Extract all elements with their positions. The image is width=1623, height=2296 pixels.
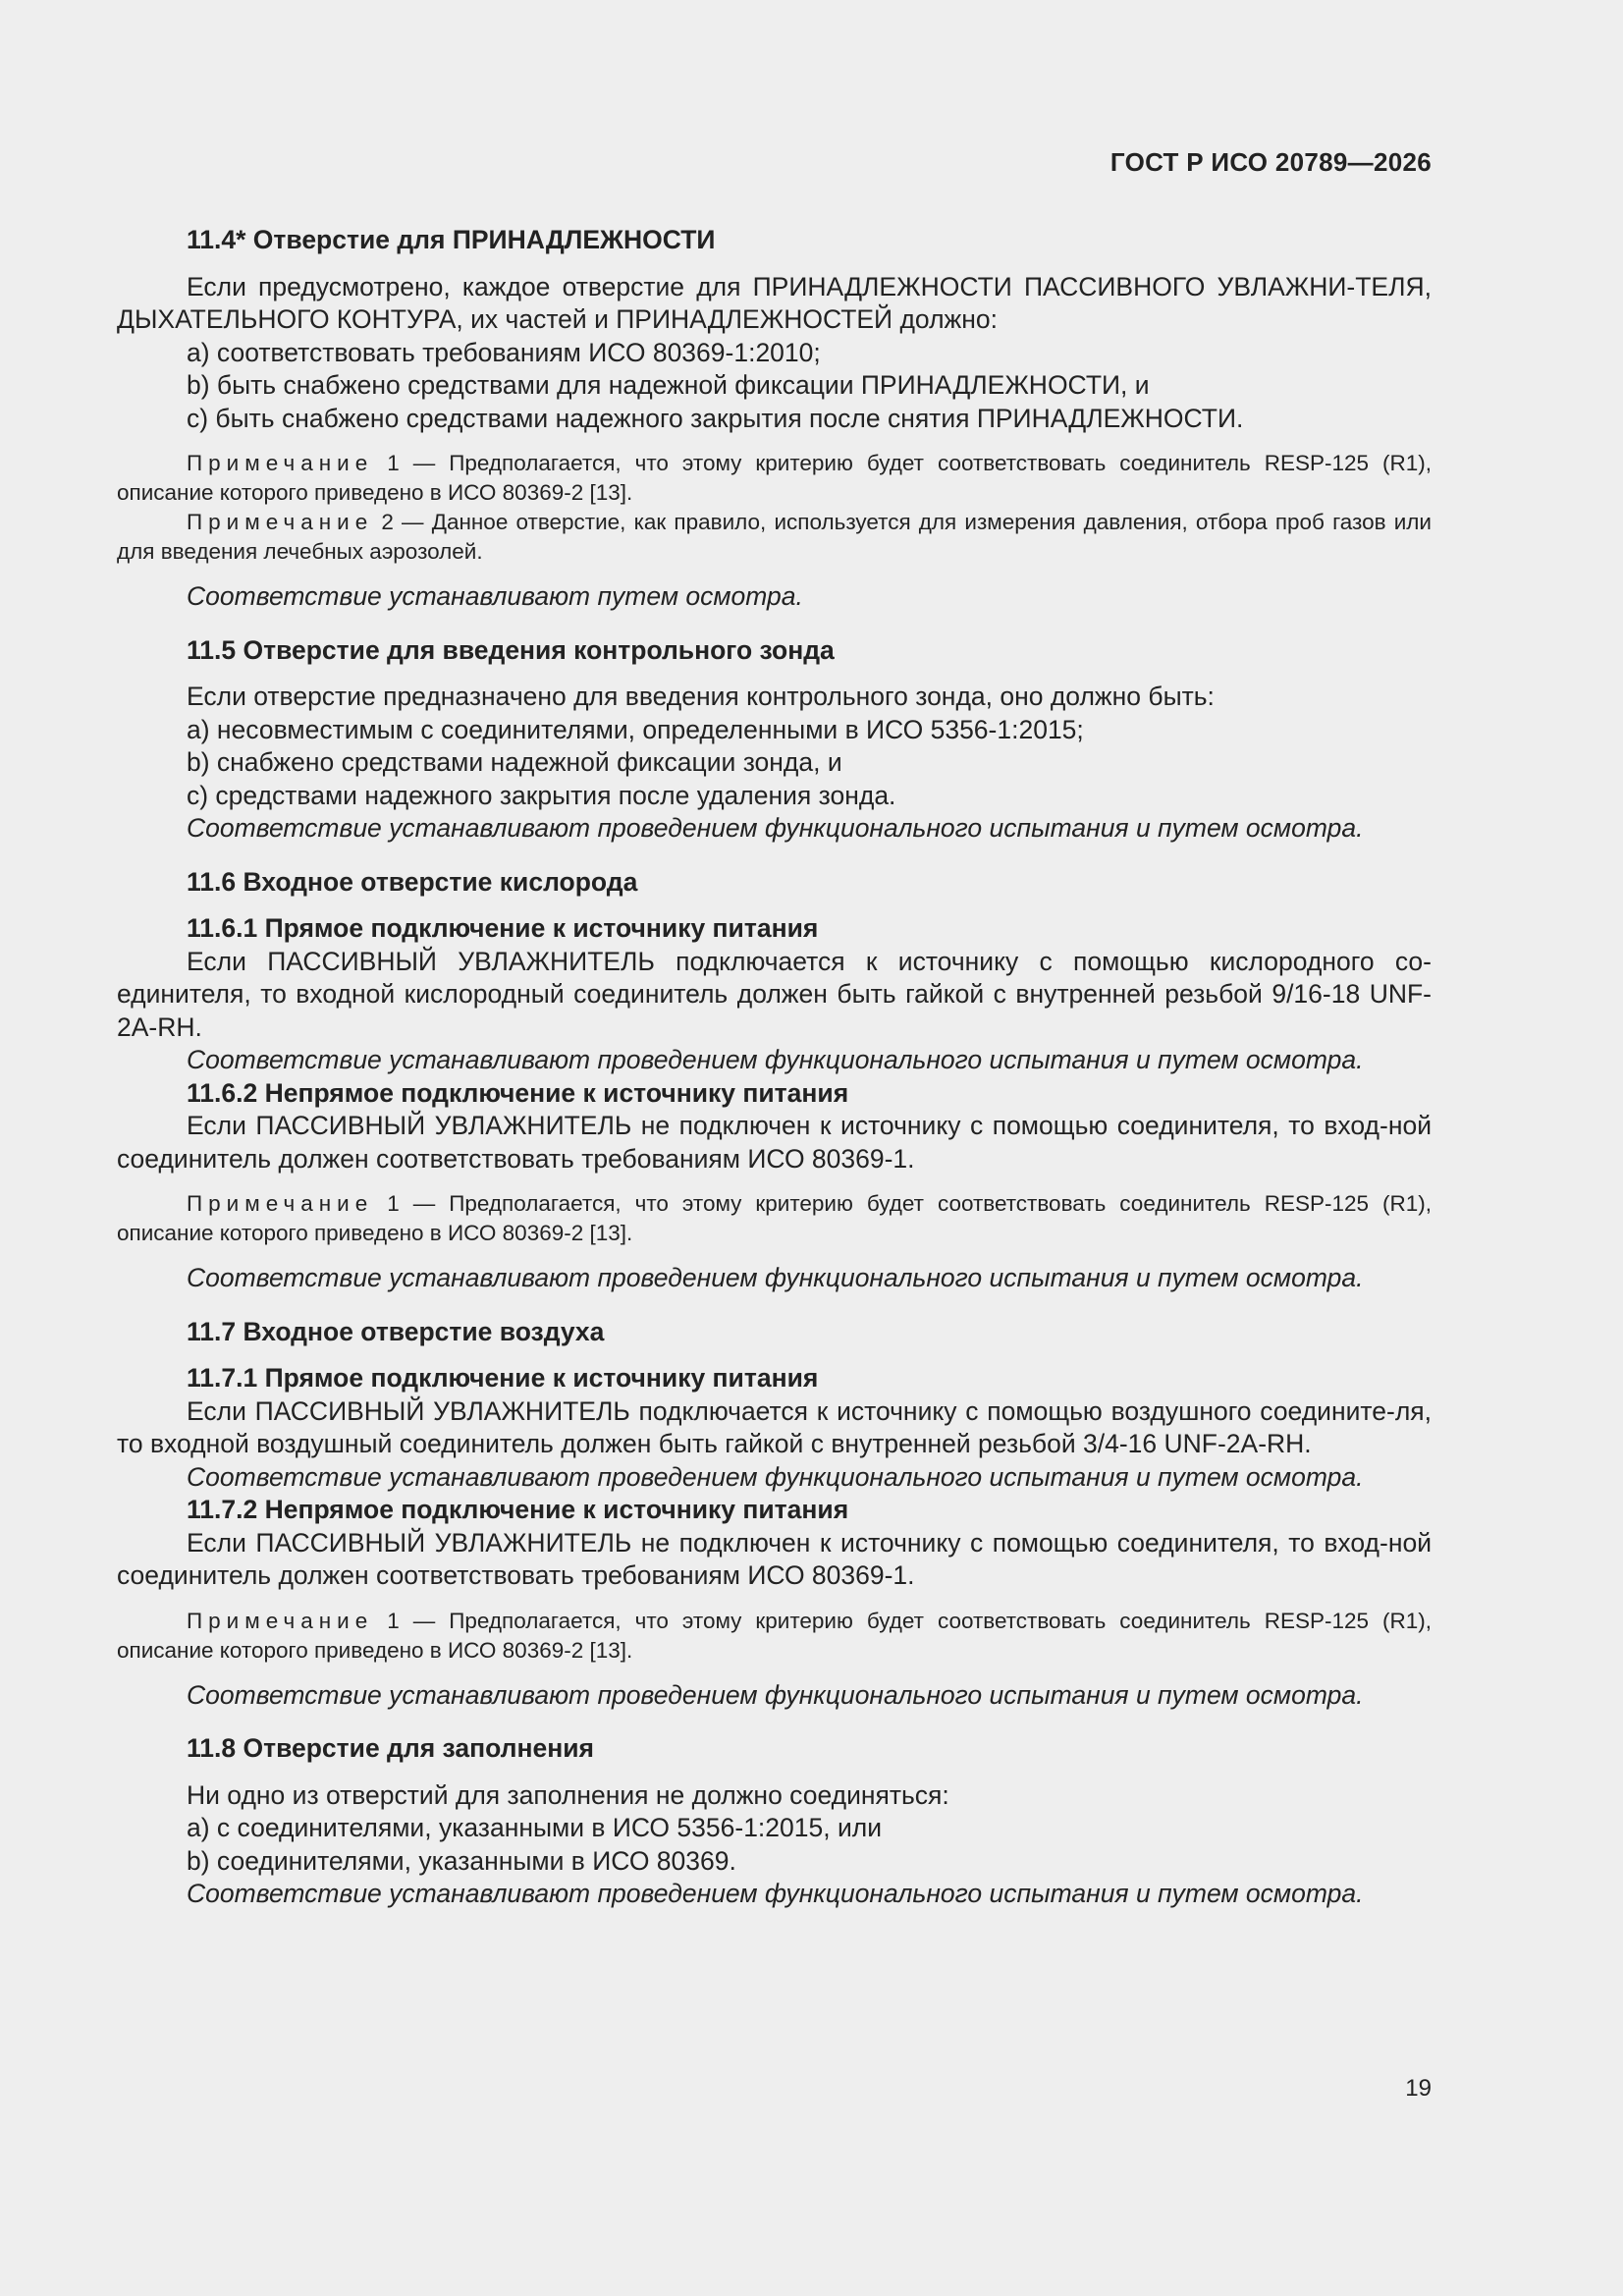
list-item: a) соответствовать требованиям ИСО 80369-1:2010;	[187, 337, 821, 367]
section-11-7-2-text: Если ПАССИВНЫЙ УВЛАЖНИТЕЛЬ не подключен к источнику с помощью соединителя, то вход-ной соединитель должен соответствовать требованиям ИСО 80369-1.	[117, 1527, 1432, 1590]
document-header: ГОСТ Р ИСО 20789—2026	[1109, 147, 1432, 177]
compliance-statement: Соответствие устанавливают путем осмотра.	[187, 581, 803, 611]
list-item: a) с соединителями, указанными в ИСО 5356-1:2015, или	[187, 1813, 883, 1842]
note	[117, 1189, 1432, 1248]
section-11-6-1-title: 11.6.1 Прямое подключение к источнику питания	[187, 913, 819, 943]
compliance-statement: Соответствие устанавливают проведением функционального испытания и путем осмотра.	[187, 1461, 1364, 1492]
note-text: 1 — Предполагается, что этому критерию будет соответствовать соединитель RESP-125 (R1), описание которого приведено в ИСО 80369-2 [13].	[117, 451, 1432, 505]
note-text: 1 — Предполагается, что этому критерию будет соответствовать соединитель RESP-125 (R1), описание которого приведено в ИСО 80369-2 [13].	[117, 1191, 1432, 1245]
note	[117, 1607, 1432, 1666]
list-item: c) средствами надежного закрытия после удаления зонда.	[187, 780, 896, 810]
compliance-statement: Соответствие устанавливают проведением функционального испытания и путем осмотра.	[187, 1879, 1364, 1908]
list-item: b) соединителями, указанными в ИСО 80369.	[187, 1845, 736, 1876]
section-11-7-2-title: 11.7.2 Непрямое подключение к источнику питания	[187, 1495, 849, 1524]
section-11-6-2-title: 11.6.2 Непрямое подключение к источнику питания	[187, 1077, 849, 1108]
compliance-statement: Соответствие устанавливают проведением функционального испытания и путем осмотра.	[187, 813, 1364, 843]
section-11-4-intro: Если предусмотрено, каждое отверстие для ПРИНАДЛЕЖНОСТИ ПАССИВНОГО УВЛАЖНИ-ТЕЛЯ, ДЫХАТЕЛЬНОГО КОНТУРА, их частей и ПРИНАДЛЕЖНОСТЕЙ должно:	[117, 271, 1432, 334]
note-label: Примечание	[187, 510, 374, 534]
section-11-5-intro: Если отверстие предназначено для введения контрольного зонда, оно должно быть:	[187, 682, 1215, 711]
list-item: b) снабжено средствами надежной фиксации зонда, и	[187, 747, 842, 777]
section-11-5-title: 11.5 Отверстие для введения контрольного зонда	[187, 634, 835, 665]
section-11-7-title: 11.7 Входное отверстие воздуха	[187, 1316, 605, 1346]
compliance-statement: Соответствие устанавливают проведением функционального испытания и путем осмотра.	[187, 1679, 1364, 1710]
compliance-statement: Соответствие устанавливают проведением функционального испытания и путем осмотра.	[187, 1263, 1364, 1292]
note-label: Примечание	[187, 451, 374, 475]
list-item: c) быть снабжено средствами надежного закрытия после снятия ПРИНАДЛЕЖНОСТИ.	[187, 403, 1244, 433]
section-11-8-intro: Ни одно из отверстий для заполнения не должно соединяться:	[187, 1779, 949, 1810]
section-11-7-1-text: Если ПАССИВНЫЙ УВЛАЖНИТЕЛЬ подключается к источнику с помощью воздушного соедините-ля, то входной воздушный соединитель должен быть гайкой с внутренней резьбой 3/4-16 UNF-2A-RH.	[117, 1395, 1432, 1458]
section-11-6-2-text: Если ПАССИВНЫЙ УВЛАЖНИТЕЛЬ не подключен к источнику с помощью соединителя, то вход-ной соединитель должен соответствовать требованиям ИСО 80369-1.	[117, 1111, 1432, 1174]
document-body	[117, 224, 1432, 1911]
note	[117, 449, 1432, 508]
list-item: a) несовместимым с соединителями, определенными в ИСО 5356-1:2015;	[187, 714, 1084, 744]
note-label: Примечание	[187, 1191, 374, 1216]
note-text: 2 — Данное отверстие, как правило, используется для измерения давления, отбора проб газов или для введения лечебных аэрозолей.	[117, 510, 1432, 564]
section-11-7-1-title: 11.7.1 Прямое подключение к источнику питания	[187, 1363, 819, 1393]
note-text: 1 — Предполагается, что этому критерию будет соответствовать соединитель RESP-125 (R1), описание которого приведено в ИСО 80369-2 [13].	[117, 1608, 1432, 1663]
section-11-8-title: 11.8 Отверстие для заполнения	[187, 1733, 594, 1763]
section-11-4-title: 11.4* Отверстие для ПРИНАДЛЕЖНОСТИ	[187, 225, 716, 254]
compliance-statement: Соответствие устанавливают проведением функционального испытания и путем осмотра.	[187, 1045, 1364, 1074]
section-11-6-title: 11.6 Входное отверстие кислорода	[187, 866, 638, 897]
note-label: Примечание	[187, 1608, 374, 1633]
page-number: 19	[1405, 2075, 1432, 2102]
list-item: b) быть снабжено средствами для надежной фиксации ПРИНАДЛЕЖНОСТИ, и	[187, 370, 1150, 400]
section-11-6-1-text: Если ПАССИВНЫЙ УВЛАЖНИТЕЛЬ подключается к источнику с помощью кислородного со-единителя, то входной кислородный соединитель должен быть гайкой с внутренней резьбой 9/16-18 UNF-2A-RH.	[117, 946, 1432, 1042]
note	[117, 508, 1432, 567]
